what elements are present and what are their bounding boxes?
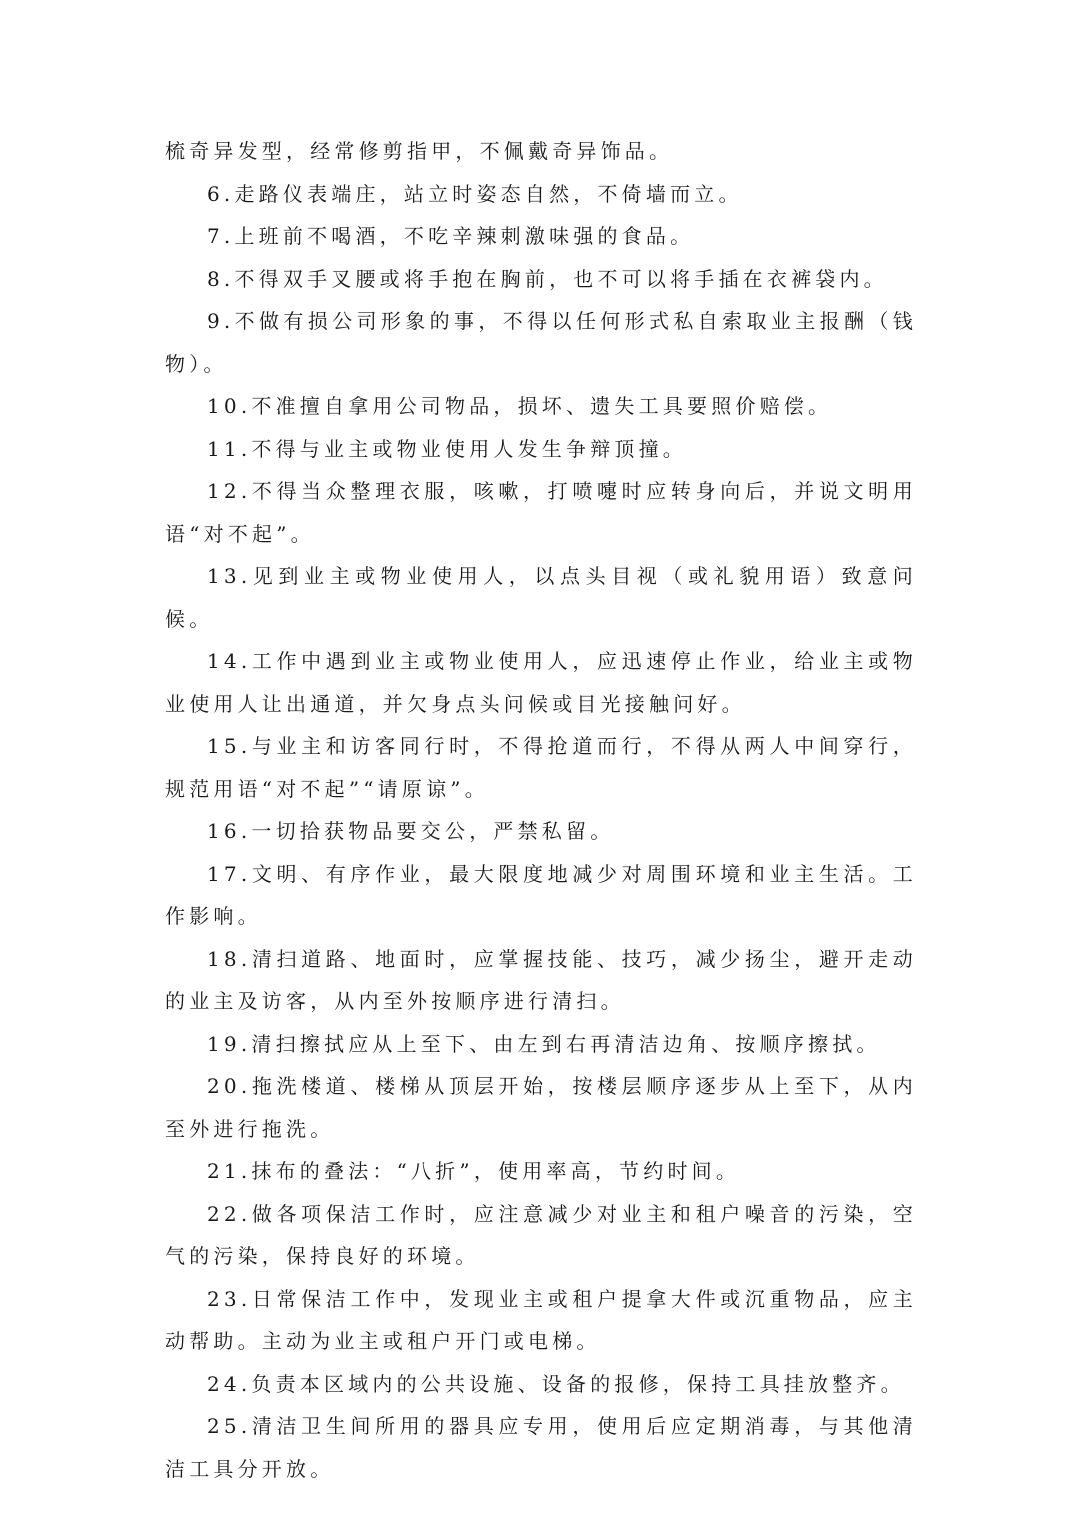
paragraph-11: 15.与业主和访客同行时，不得抢道而行，不得从两人中间穿行，规范用语“对不起”“请原谅”。 — [165, 734, 917, 801]
paragraph-16: 20.拖洗楼道、楼梯从顶层开始，按楼层顺序逐步从上至下，从内至外进行拖洗。 — [165, 1074, 917, 1141]
paragraph-8: 12.不得当众整理衣服，咳嗽，打喷嚏时应转身向后，并说文明用语“对不起”。 — [165, 479, 917, 546]
paragraph-10: 14.工作中遇到业主或物业使用人，应迅速停止作业，给业主或物业使用人让出通道，并欠身点头问候或目光接触问好。 — [165, 649, 917, 716]
paragraph-3: 7.上班前不喝酒，不吃辛辣刺激味强的食品。 — [207, 224, 695, 248]
paragraph-5: 9.不做有损公司形象的事，不得以任何形式私自索取业主报酬（钱物）。 — [165, 309, 917, 376]
paragraph-17: 21.抹布的叠法：“八折”，使用率高，节约时间。 — [207, 1159, 741, 1183]
paragraph-6: 10.不准擅自拿用公司物品，损坏、遗失工具要照价赔偿。 — [207, 394, 833, 418]
paragraph-4: 8.不得双手叉腰或将手抱在胸前，也不可以将手插在衣裤袋内。 — [207, 266, 888, 291]
paragraph-13: 17.文明、有序作业，最大限度地减少对周围环境和业主生活。工作影响。 — [165, 861, 917, 928]
paragraph-15: 19.清扫擦拭应从上至下、由左到右再清洁边角、按顺序擦拭。 — [207, 1031, 881, 1056]
paragraph-7: 11.不得与业主或物业使用人发生争辩顶撞。 — [207, 436, 688, 461]
paragraph-21: 25.清洁卫生间所用的器具应专用，使用后应定期消毒，与其他清洁工具分开放。 — [165, 1414, 917, 1481]
paragraph-1: 梳奇异发型，经常修剪指甲，不佩戴奇异饰品。 — [165, 139, 674, 163]
paragraph-9: 13.见到业主或物业使用人，以点头目视（或礼貌用语）致意问候。 — [165, 564, 917, 631]
paragraph-19: 23.日常保洁工作中，发现业主或租户提拿大件或沉重物品，应主动帮助。主动为业主或租户开门或电梯。 — [165, 1286, 917, 1353]
paragraph-20: 24.负责本区域内的公共设施、设备的报修，保持工具挂放整齐。 — [207, 1371, 905, 1396]
paragraph-2: 6.走路仪表端庄，站立时姿态自然，不倚墙而立。 — [207, 181, 743, 206]
paragraph-12: 16.一切拾获物品要交公，严禁私留。 — [207, 819, 615, 843]
document-body — [165, 130, 917, 1490]
paragraph-14: 18.清扫道路、地面时，应掌握技能、技巧，减少扬尘，避开走动的业主及访客，从内至外按顺序进行清扫。 — [165, 946, 917, 1013]
paragraph-18: 22.做各项保洁工作时，应注意减少对业主和租户噪音的污染，空气的污染，保持良好的环境。 — [165, 1201, 917, 1268]
